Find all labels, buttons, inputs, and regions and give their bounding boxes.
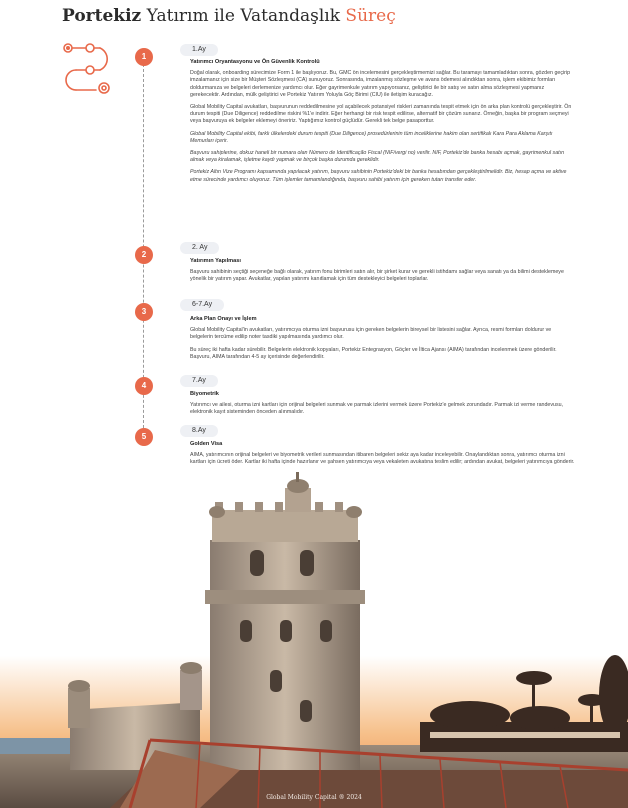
step-4-heading: Biyometrik bbox=[190, 391, 219, 397]
footer-copyright: Global Mobility Capital ® 2024 bbox=[266, 794, 362, 801]
step-1-paragraph: Doğal olarak, onboarding sürecimize Form 1 ile başlıyoruz. Bu, GMC ön incelemesini gerçekleştirmemizi sağlar. Bu taramayı tamamladıktan sonra, gözden geçirip imzalamanız için size bir Müşteri Sözleşmesi (CA) sunuyoruz. Sonrasında, imzalanmış sözleşme ve avans ödemesi alındıktan sonra, işlem ekibimiz formları doldurmanıza ve belgeleri derlemenize yardımcı olur. Eğer gayrimenkule yatırım yapıyorsanız, geliştirici ile bir satış ve satın alma sözleşmesi yapmanız gerekecektir. Ardından, mülk geliştirici ve Portekiz Yatırım Yoluyla Göç Birimi (CIU) ile iletişim kuracağız. bbox=[190, 70, 571, 98]
step-2-paragraph: Başvuru sahibinin seçtiği seçeneğe bağlı olarak, yatırım fonu birimleri satın alır, bir şirket kurar ve gerekli istihdamı sağlar veya sanatı ya da bilimi desteklemeye yönelik bir yatırım yapar. Avukatlar, yapılan yatırımı kanıtlamak için tüm destekleyici belgeleri toplarlar. bbox=[190, 269, 564, 283]
step-1-note: Portekiz Altın Vize Programı kapsamında yapılacak yatırım, başvuru sahibinin Portekiz'deki bir banka hesabından gerçekleştirilmelidir. Biz, hesap açma ve aktive etme sürecinde yardımcı oluyoruz. Tüm işlemler tamamlandığında, başvuru sahibi yatırım için gereken tutarı transfer eder. bbox=[190, 169, 567, 183]
step-2-heading: Yatırımın Yapılması bbox=[190, 258, 241, 264]
step-3-paragraph: Global Mobility Capital'in avukatları, yatırımcıya oturma izni başvurusu için gereken belgelerin bireysel bir listesini sağlar. Ayrıca, resmi formları doldurur ve belgelerin tercüme edilip noter tasdiki yapılmasında yardımcı olur. bbox=[190, 327, 552, 341]
step-5-content bbox=[190, 441, 575, 472]
step-5-paragraph: AIMA, yatırımcının orijinal belgeleri ve biyometrik verileri sunmasından itibaren belgeleri sekiz aya kadar inceleyebilir. Onaylandıktan sonra, yatırımcı oturma izni kartları için ücreti öder. Kartlar iki hafta içinde hazırlanır ve şahsen yatırımcıya veya vekaleten avukatına teslim edilir; ardından avukat, belgeleri yatırımcıya gönderir. bbox=[190, 452, 575, 466]
step-4-marker: 4 bbox=[135, 377, 153, 395]
step-5-period: 8.Ay bbox=[180, 425, 218, 437]
step-1-content bbox=[190, 59, 575, 189]
step-2-content bbox=[190, 258, 575, 289]
step-4-period: 7.Ay bbox=[180, 375, 218, 387]
step-3-heading: Arka Plan Onayı ve İşlem bbox=[190, 316, 257, 322]
step-3-period: 6-7.Ay bbox=[180, 299, 224, 311]
step-1-note: Başvuru sahiplerine, dokuz haneli bir numara olan Número de Identificação Fiscal (NIF/vergi no) verilir. NIF, Portekiz'de banka hesabı açmak, gayrimenkul satın almak veya kiralamak, işletme kaydı yapmak ve birçok başka durumda gereklidir. bbox=[190, 150, 565, 164]
step-2-period: 2. Ay bbox=[180, 242, 219, 254]
step-1-period: 1.Ay bbox=[180, 44, 218, 56]
step-5-heading: Golden Visa bbox=[190, 441, 223, 447]
step-5-marker: 5 bbox=[135, 428, 153, 446]
route-icon bbox=[60, 40, 116, 96]
title-middle: Yatırım ile Vatandaşlık bbox=[146, 6, 341, 26]
title-bold: Portekiz bbox=[62, 6, 142, 26]
step-4-paragraph: Yatırımcı ve ailesi, oturma izni kartları için orijinal belgeleri sunmak ve parmak izlerini vermek üzere Portekiz'e gelmek zorundadır. Parmak izi verme randevusu, elektronik kayıt sisteminden önceden alınmalıdır. bbox=[190, 402, 564, 416]
step-1-marker: 1 bbox=[135, 48, 153, 66]
step-4-content bbox=[190, 391, 575, 422]
step-3-marker: 3 bbox=[135, 303, 153, 321]
step-1-paragraph: Global Mobility Capital avukatları, başvurunun reddedilmesine yol açabilecek potansiyel riskleri zamanında tespit etmek için ön arka plan kontrolü gerçekleştirir. Ön durum tespiti (Due Diligence) reddedilme riskini %1'e indirir. Eğer herhangi bir risk tespit edilirse, alternatif bir çözüm sunarız. Örneğin, başka bir program seçmeyi veya başvuruya ek belgeler eklemeyi öneririz. Yaptığımız kontrol güçlüdür. Gerekli tek belge pasaporttur. bbox=[190, 104, 572, 125]
step-1-note: Global Mobility Capital ekibi, farklı ülkelerdeki durum tespiti (Due Diligence) prosedürlerinin tüm inceliklerine hakim olan sertifikalı Kara Para Aklama Karşıtı Memurları içerir. bbox=[190, 130, 553, 144]
title-accent: Süreç bbox=[345, 6, 396, 26]
step-1-heading: Yatırımcı Oryantasyonu ve Ön Güvenlik Kontrolü bbox=[190, 59, 320, 65]
page-title bbox=[62, 6, 396, 26]
belem-tower-illustration bbox=[0, 470, 628, 808]
step-2-marker: 2 bbox=[135, 246, 153, 264]
step-3-paragraph: Bu süreç iki hafta kadar sürebilir. Belgelerin elektronik kopyaları, Portekiz Entegrasyon, Göçler ve İltica Ajansı (AIMA) tarafından incelenmek üzere gönderilir. Başvuru, AIMA tarafından 4-5 ay içerisinde değerlendirilir. bbox=[190, 346, 557, 360]
step-3-content bbox=[190, 316, 575, 366]
